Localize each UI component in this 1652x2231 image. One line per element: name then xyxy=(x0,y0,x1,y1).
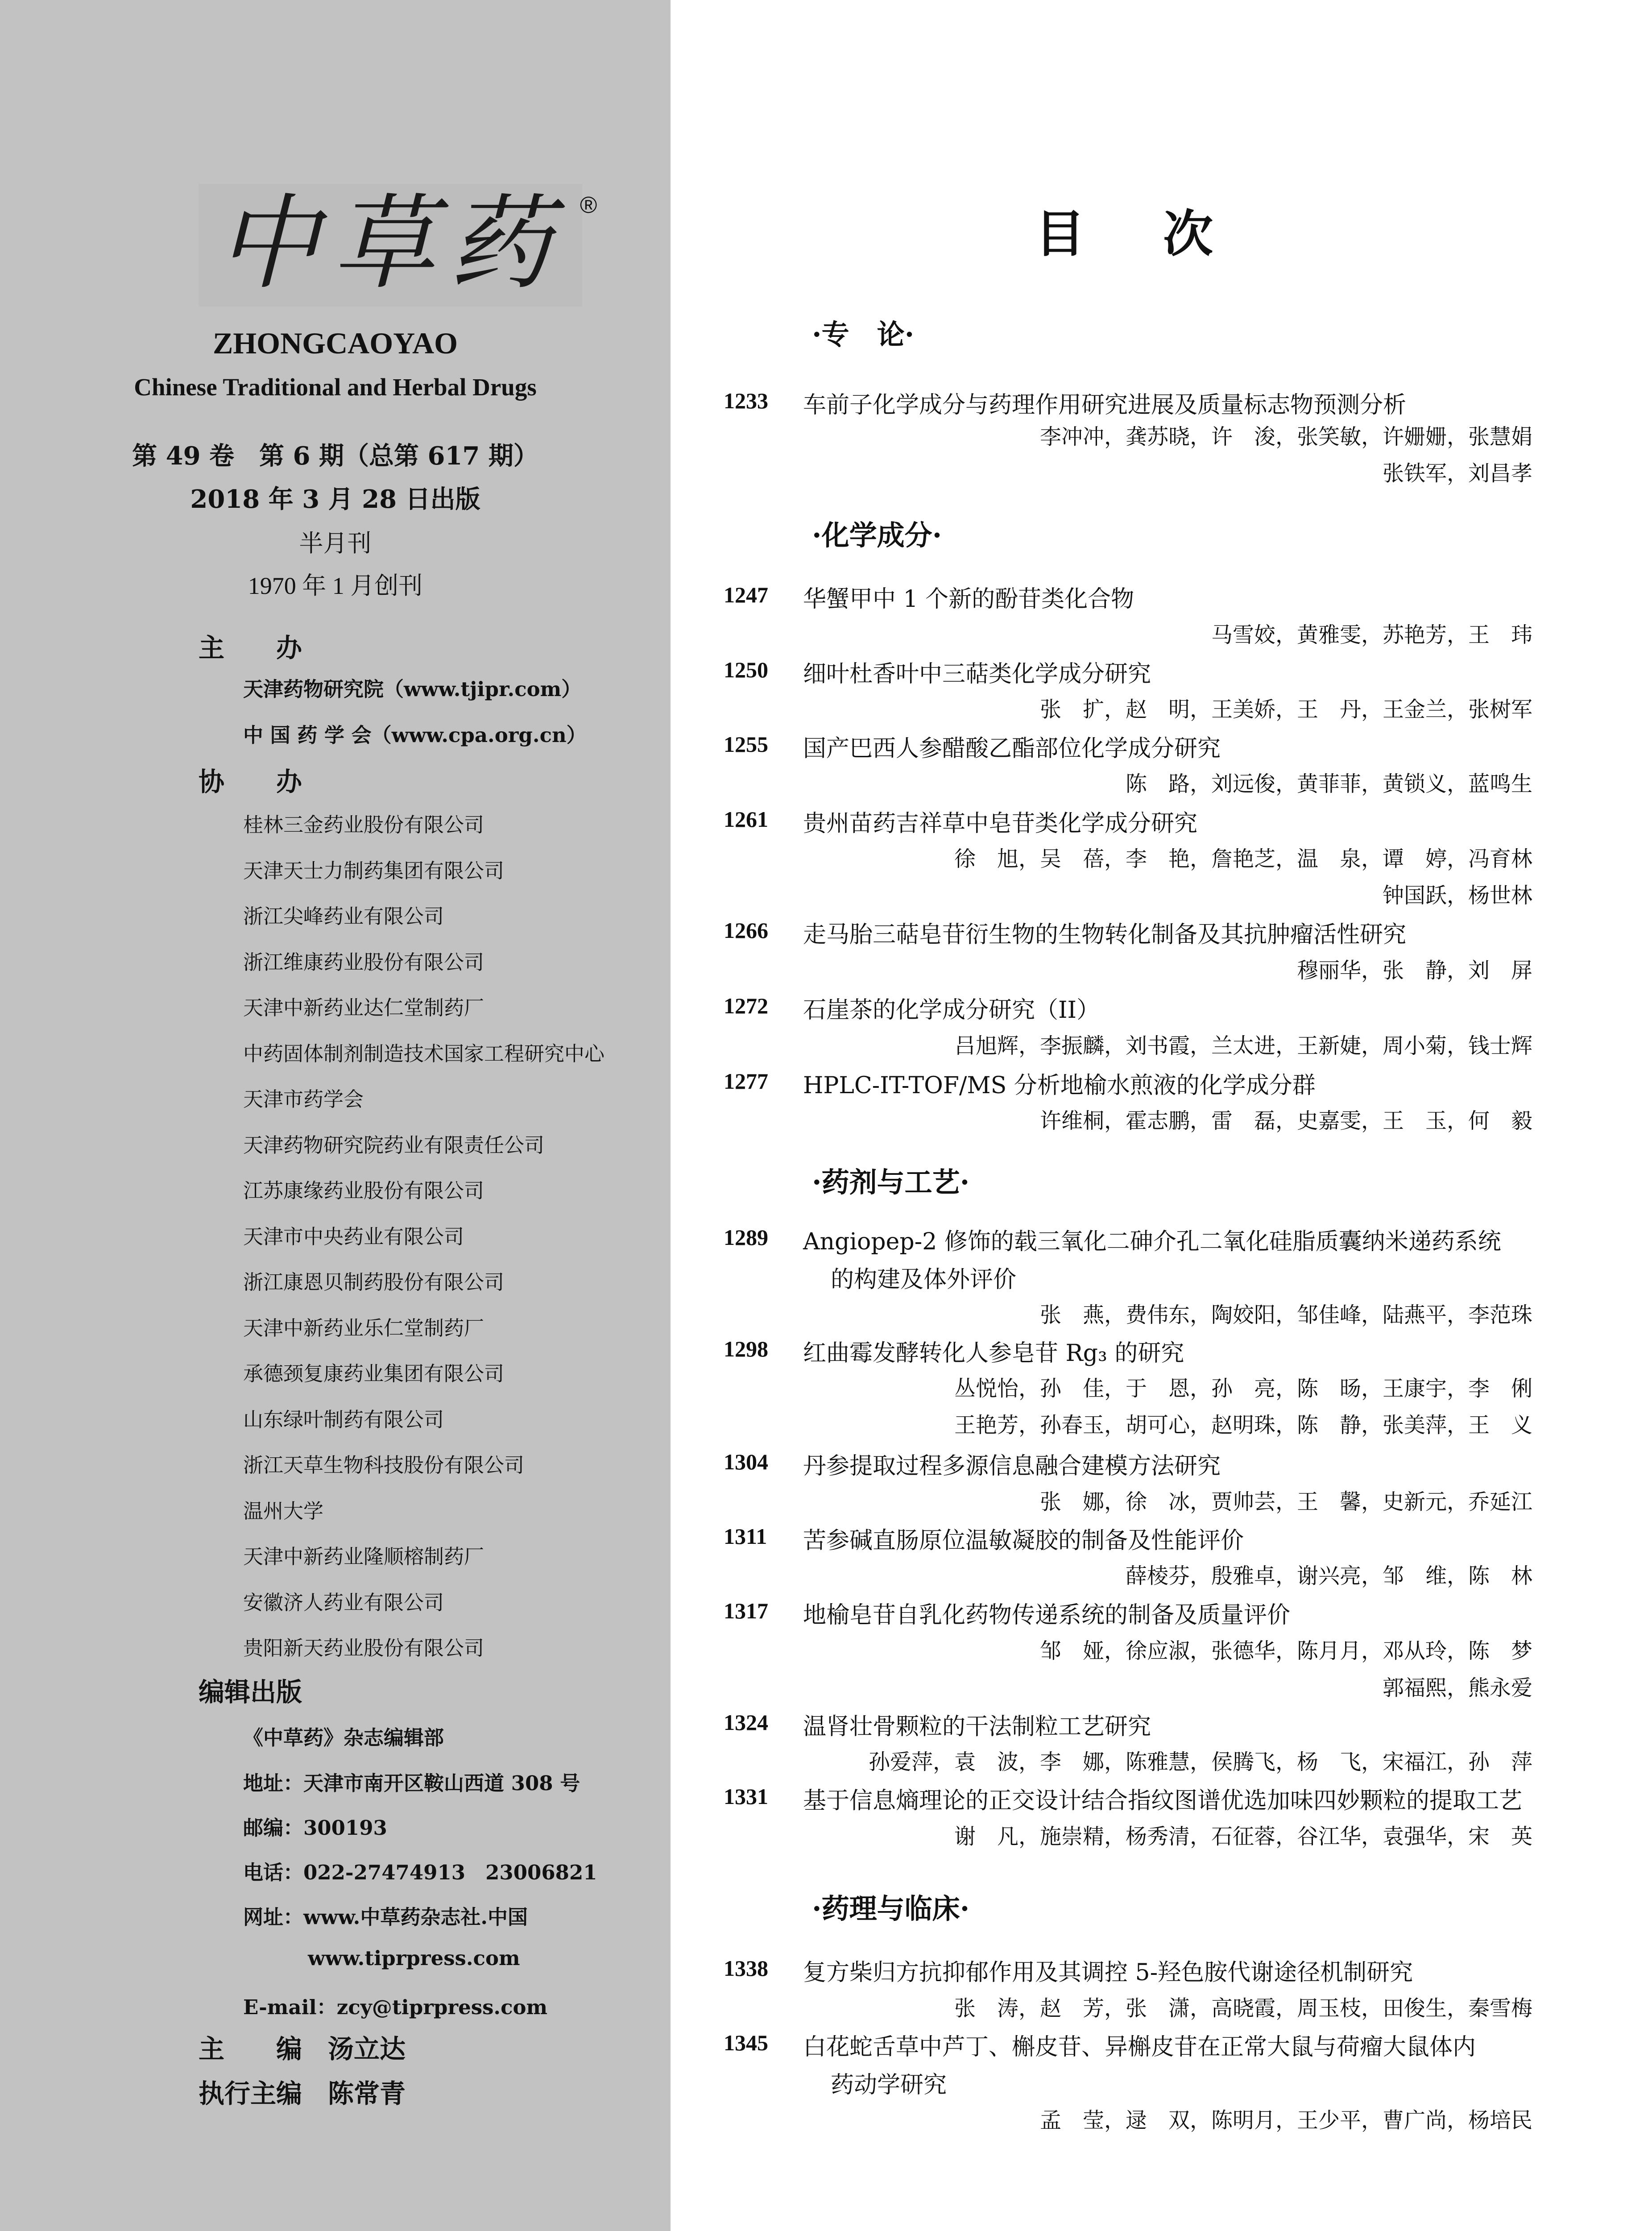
toc-authors: 谢 凡，施崇精，杨秀清，石征蓉，谷江华，袁强华，宋 英 xyxy=(954,1824,1532,1849)
toc-page-number[interactable]: 1338 xyxy=(724,1956,768,1981)
toc-article-title[interactable]: 的构建及体外评价 xyxy=(831,1266,1017,1293)
toc-authors: 张 涛，赵 芳，张 潇，高晓霞，周玉枝，田俊生，秦雪梅 xyxy=(954,1996,1532,2021)
toc-authors: 吕旭辉，李振麟，刘书霞，兰太进，王新婕，周小菊，钱士辉 xyxy=(954,1033,1532,1058)
toc-article-title[interactable]: 白花蛇舌草中芦丁、槲皮苷、异槲皮苷在正常大鼠与荷瘤大鼠体内 xyxy=(803,2034,1476,2061)
toc-page-number[interactable]: 1289 xyxy=(724,1225,768,1250)
toc-page-number[interactable]: 1247 xyxy=(724,582,768,607)
toc-article-title[interactable]: 华蟹甲中 1 个新的酚苷类化合物 xyxy=(803,586,1134,613)
toc-page-number[interactable]: 1250 xyxy=(724,657,768,682)
toc-article-title[interactable]: 走马胎三萜皂苷衍生物的生物转化制备及其抗肿瘤活性研究 xyxy=(803,921,1407,948)
co-sponsor-item: 浙江天草生物科技股份有限公司 xyxy=(243,1453,525,1477)
co-sponsor-item: 浙江维康药业股份有限公司 xyxy=(243,950,484,974)
co-sponsor-item: 天津中新药业达仁堂制药厂 xyxy=(243,996,484,1020)
co-sponsor-item: 贵阳新天药业股份有限公司 xyxy=(243,1636,484,1660)
toc-title: 目 次 xyxy=(1035,205,1213,263)
toc-page-number[interactable]: 1272 xyxy=(724,993,768,1018)
chief-editor: 主 编 汤立达 xyxy=(199,2034,406,2064)
editorial-heading: 编辑出版 xyxy=(199,1677,302,1707)
co-sponsor-item: 天津中新药业乐仁堂制药厂 xyxy=(243,1316,484,1340)
toc-article-title[interactable]: 细叶杜香叶中三萜类化学成分研究 xyxy=(803,661,1151,688)
toc-article-title[interactable]: Angiopep-2 修饰的载三氧化二砷介孔二氧化硅脂质囊纳米递药系统 xyxy=(803,1228,1501,1255)
toc-article-title[interactable]: 石崖茶的化学成分研究（II） xyxy=(803,997,1100,1024)
toc-authors: 徐 旭，吴 蓓，李 艳，詹艳芝，温 泉，谭 婷，冯育林 xyxy=(954,846,1532,871)
toc-page-number[interactable]: 1233 xyxy=(724,388,768,413)
sponsor-item: 天津药物研究院（www.tjipr.com） xyxy=(243,677,582,701)
co-sponsor-item: 山东绿叶制药有限公司 xyxy=(243,1407,444,1431)
co-sponsor-item: 天津市药学会 xyxy=(243,1087,364,1111)
sponsors-heading: 主 办 xyxy=(199,633,302,663)
toc-section-heading: ·药理与临床· xyxy=(812,1892,970,1925)
co-sponsor-item: 天津天士力制药集团有限公司 xyxy=(243,858,505,883)
toc-article-title[interactable]: 丹参提取过程多源信息融合建模方法研究 xyxy=(803,1453,1221,1480)
toc-authors: 邹 娅，徐应淑，张德华，陈月月，邓从玲，陈 梦 xyxy=(1039,1638,1532,1663)
toc-authors: 孙爱萍，袁 波，李 娜，陈雅慧，侯腾飞，杨 飞，宋福江，孙 萍 xyxy=(868,1750,1532,1775)
registered-mark: ® xyxy=(580,192,597,218)
toc-page-number[interactable]: 1277 xyxy=(724,1069,768,1094)
toc-authors: 许维桐，霍志鹏，雷 磊，史嘉雯，王 玉，何 毅 xyxy=(1039,1108,1532,1133)
journal-logo xyxy=(199,184,582,307)
toc-page-number[interactable]: 1324 xyxy=(724,1710,768,1735)
toc-article-title[interactable]: 药动学研究 xyxy=(831,2072,947,2098)
founded-date: 1970 年 1 月创刊 xyxy=(248,572,423,599)
co-sponsor-item: 天津药物研究院药业有限责任公司 xyxy=(243,1133,545,1157)
toc-section-heading: ·专 论· xyxy=(812,318,915,351)
toc-article-title[interactable]: 贵州苗药吉祥草中皂苷类化学成分研究 xyxy=(803,810,1198,837)
toc-article-title[interactable]: 地榆皂苷自乳化药物传递系统的制备及质量评价 xyxy=(803,1602,1291,1629)
toc-authors: 陈 路，刘远俊，黄菲菲，黄锁义，蓝鸣生 xyxy=(1125,771,1532,796)
co-sponsor-item: 天津中新药业隆顺榕制药厂 xyxy=(243,1545,484,1568)
toc-authors: 穆丽华，张 静，刘 屏 xyxy=(1296,958,1532,983)
toc-article-title[interactable]: 红曲霉发酵转化人参皂苷 Rg₃ 的研究 xyxy=(803,1340,1184,1367)
toc-article-title[interactable]: 苦参碱直肠原位温敏凝胶的制备及性能评价 xyxy=(803,1527,1244,1554)
toc-page-number[interactable]: 1345 xyxy=(724,2030,768,2055)
toc-page-number[interactable]: 1261 xyxy=(724,807,768,832)
toc-page-number[interactable]: 1311 xyxy=(724,1524,767,1549)
journal-name-en-full: Chinese Traditional and Herbal Drugs xyxy=(134,373,537,401)
co-sponsor-item: 承德颈复康药业集团有限公司 xyxy=(243,1362,505,1385)
executive-editor: 执行主编 陈常青 xyxy=(199,2078,406,2109)
toc-authors: 马雪姣，黄雅雯，苏艳芳，王 玮 xyxy=(1211,622,1532,647)
sponsor-item: 中 国 药 学 会（www.cpa.org.cn） xyxy=(243,723,587,747)
co-sponsor-item: 温州大学 xyxy=(243,1499,324,1523)
co-sponsor-item: 中药固体制剂制造技术国家工程研究中心 xyxy=(243,1041,605,1066)
toc-authors: 丛悦怡，孙 佳，于 恩，孙 亮，陈 旸，王康宇，李 俐 xyxy=(954,1376,1532,1401)
toc-authors: 张 扩，赵 明，王美娇，王 丹，王金兰，张树军 xyxy=(1039,697,1532,722)
toc-article-title[interactable]: 国产巴西人参醋酸乙酯部位化学成分研究 xyxy=(803,735,1221,762)
toc-authors: 薛棱芬，殷雅卓，谢兴亮，邹 维，陈 林 xyxy=(1125,1563,1532,1588)
toc-article-title[interactable]: 温肾壮骨颗粒的干法制粒工艺研究 xyxy=(803,1713,1151,1740)
editorial-department: 《中草药》杂志编辑部 xyxy=(243,1726,444,1750)
editorial-phone: 电话：022-27474913 23006821 xyxy=(243,1861,597,1884)
co-sponsor-item: 天津市中央药业有限公司 xyxy=(243,1224,464,1248)
frequency: 半月刊 xyxy=(299,530,372,557)
co-sponsor-item: 浙江尖峰药业有限公司 xyxy=(243,904,444,928)
editorial-address: 地址：天津市南开区鞍山西道 308 号 xyxy=(243,1771,580,1795)
toc-page-number[interactable]: 1317 xyxy=(724,1598,768,1623)
toc-page-number[interactable]: 1298 xyxy=(724,1336,768,1361)
toc-authors: 钟国跃，杨世林 xyxy=(1382,883,1532,908)
co-sponsor-item: 桂林三金药业股份有限公司 xyxy=(243,813,484,837)
toc-authors: 李冲冲，龚苏晓，许 浚，张笑敏，许姗姗，张慧娟 xyxy=(1039,424,1532,449)
editorial-website: 网址：www.中草药杂志社.中国 xyxy=(243,1905,528,1929)
toc-article-title[interactable]: 车前子化学成分与药理作用研究进展及质量标志物预测分析 xyxy=(803,392,1407,419)
toc-article-title[interactable]: HPLC-IT-TOF/MS 分析地榆水煎液的化学成分群 xyxy=(803,1072,1316,1099)
toc-authors: 张铁军，刘昌孝 xyxy=(1382,461,1532,486)
toc-authors: 张 燕，费伟东，陶姣阳，邹佳峰，陆燕平，李范珠 xyxy=(1039,1302,1532,1327)
editorial-website-2: www.tiprpress.com xyxy=(308,1946,520,1970)
toc-authors: 孟 莹，逯 双，陈明月，王少平，曹广尚，杨培民 xyxy=(1039,2108,1532,2133)
logo-text: 中草药 xyxy=(216,184,564,303)
co-sponsor-item: 安徽济人药业有限公司 xyxy=(243,1590,444,1614)
toc-page-number[interactable]: 1304 xyxy=(724,1449,768,1474)
editorial-postcode: 邮编：300193 xyxy=(243,1816,387,1840)
volume-issue: 第 49 卷 第 6 期（总第 617 期） xyxy=(132,441,538,471)
toc-section-heading: ·药剂与工艺· xyxy=(812,1166,970,1198)
toc-authors: 郭福熙，熊永爱 xyxy=(1382,1675,1532,1700)
co-sponsors-heading: 协 办 xyxy=(199,767,302,797)
toc-authors: 张 娜，徐 冰，贾帅芸，王 馨，史新元，乔延江 xyxy=(1039,1489,1532,1514)
toc-section-heading: ·化学成分· xyxy=(812,519,942,552)
editorial-email: E-mail：zcy@tiprpress.com xyxy=(243,1995,548,2019)
sidebar-masthead xyxy=(0,0,671,2231)
toc-article-title[interactable]: 复方柴归方抗抑郁作用及其调控 5-羟色胺代谢途径机制研究 xyxy=(803,1959,1413,1986)
toc-article-title[interactable]: 基于信息熵理论的正交设计结合指纹图谱优选加味四妙颗粒的提取工艺 xyxy=(803,1787,1523,1814)
co-sponsor-item: 浙江康恩贝制药股份有限公司 xyxy=(243,1270,505,1294)
journal-name-en: ZHONGCAOYAO xyxy=(212,326,458,360)
co-sponsor-item: 江苏康缘药业股份有限公司 xyxy=(243,1179,484,1203)
toc-page-number[interactable]: 1266 xyxy=(724,918,768,943)
toc-authors: 王艳芳，孙春玉，胡可心，赵明珠，陈 静，张美萍，王 义 xyxy=(954,1413,1532,1438)
toc-page-number[interactable]: 1255 xyxy=(724,732,768,757)
publish-date: 2018 年 3 月 28 日出版 xyxy=(190,485,480,514)
toc-page-number[interactable]: 1331 xyxy=(724,1784,768,1809)
